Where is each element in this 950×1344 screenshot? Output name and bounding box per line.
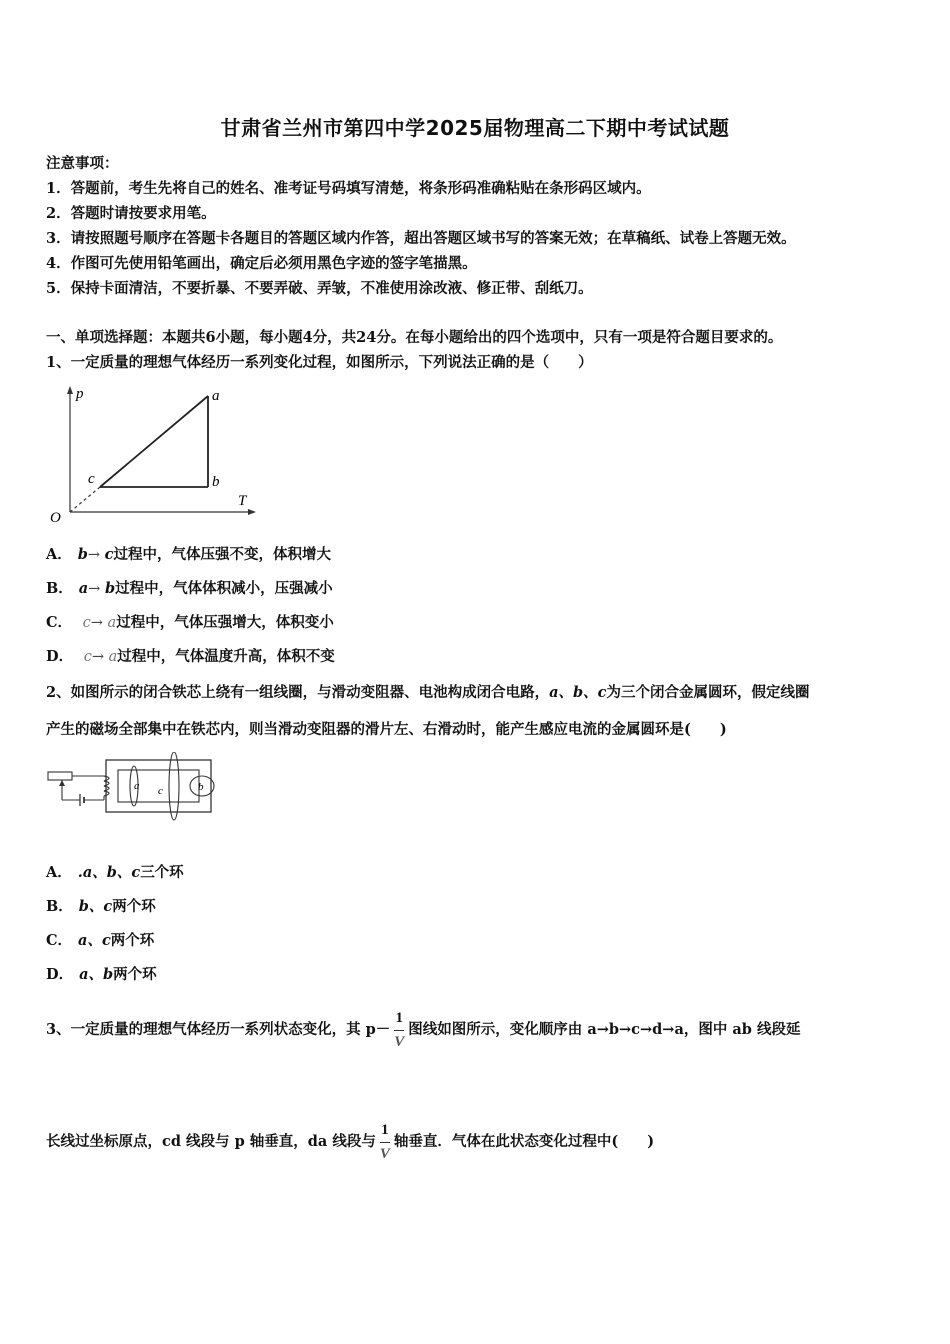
q1-pt-graph — [46, 382, 266, 527]
q1-axis-t-label: T — [238, 493, 247, 509]
notice-item: 4．作图可先使用铅笔画出，确定后必须用黑色字迹的签字笔描黑。 — [46, 255, 477, 272]
q1-point-c-label: c — [88, 471, 95, 487]
q2-option-d: D． a、b两个环 — [46, 966, 157, 983]
q2-stem-line2: 产生的磁场全部集中在铁芯内，则当滑动变阻器的滑片左、右滑动时，能产生感应电流的金属圆环是( ) — [46, 721, 727, 738]
q3-fraction: $\frac{1}{V}$ — [394, 1009, 405, 1050]
q1-option-c: C． c→ a过程中，气体压强增大，体积变小 — [46, 614, 334, 631]
page-title: 甘肃省兰州市第四中学2025届物理高二下期中考试试题 — [220, 116, 730, 140]
q2-ring-b-label: b — [198, 781, 204, 793]
section-heading: 一、单项选择题：本题共6小题，每小题4分，共24分。在每小题给出的四个选项中，只有一项是符合题目要求的。 — [46, 329, 783, 346]
q2-circuit-figure — [46, 752, 246, 824]
q3-fraction: $\frac{1}{V}$ — [379, 1121, 390, 1162]
q3-stem-line1: 3、一定质量的理想气体经历一系列状态变化，其 p－ $\frac{1}{V}$ 图线如图所示，变化顺序由 a→b→c→d→a，图中 ab 线段延 — [46, 1009, 801, 1050]
notice-item: 1．答题前，考生先将自己的姓名、准考证号码填写清楚，将条形码准确粘贴在条形码区域内。 — [46, 180, 651, 197]
q1-stem: 1、一定质量的理想气体经历一系列变化过程，如图所示，下列说法正确的是（ ） — [46, 354, 593, 371]
q2-ring-c-label: c — [158, 785, 163, 797]
q1-origin-label: O — [50, 510, 61, 526]
notice-heading: 注意事项： — [46, 155, 119, 172]
q1-option-b: B． a→ b过程中，气体体积减小，压强减小 — [46, 580, 333, 597]
notice-item: 3．请按照题号顺序在答题卡各题目的答题区域内作答，超出答题区域书写的答案无效；在草稿纸、试卷上答题无效。 — [46, 230, 796, 247]
q2-option-a: A． .a、b、c三个环 — [46, 864, 184, 881]
q1-point-b-label: b — [212, 474, 220, 490]
q1-option-d: D． c→ a过程中，气体温度升高，体积不变 — [46, 648, 335, 665]
q2-option-b: B． b、c两个环 — [46, 898, 156, 915]
q1-axis-p-label: p — [76, 386, 84, 402]
notice-item: 2．答题时请按要求用笔。 — [46, 205, 216, 222]
q3-stem-line2: 长线过坐标原点，cd 线段与 p 轴垂直，da 线段与 $\frac{1}{V}$ 轴垂直．气体在此状态变化过程中( ) — [46, 1121, 655, 1162]
q1-point-a-label: a — [212, 388, 220, 404]
q1-option-a: A． b→ c过程中，气体压强不变，体积增大 — [46, 546, 332, 563]
q2-ring-a-label: a — [134, 780, 140, 792]
q2-stem-line1: 2、如图所示的闭合铁芯上绕有一组线圈，与滑动变阻器、电池构成闭合电路，a、b、c为三个闭合金属圆环，假定线圈 — [46, 684, 810, 701]
notice-item: 5．保持卡面清洁，不要折暴、不要弄破、弄皱，不准使用涂改液、修正带、刮纸刀。 — [46, 280, 593, 297]
q2-option-c: C． a、c两个环 — [46, 932, 155, 949]
